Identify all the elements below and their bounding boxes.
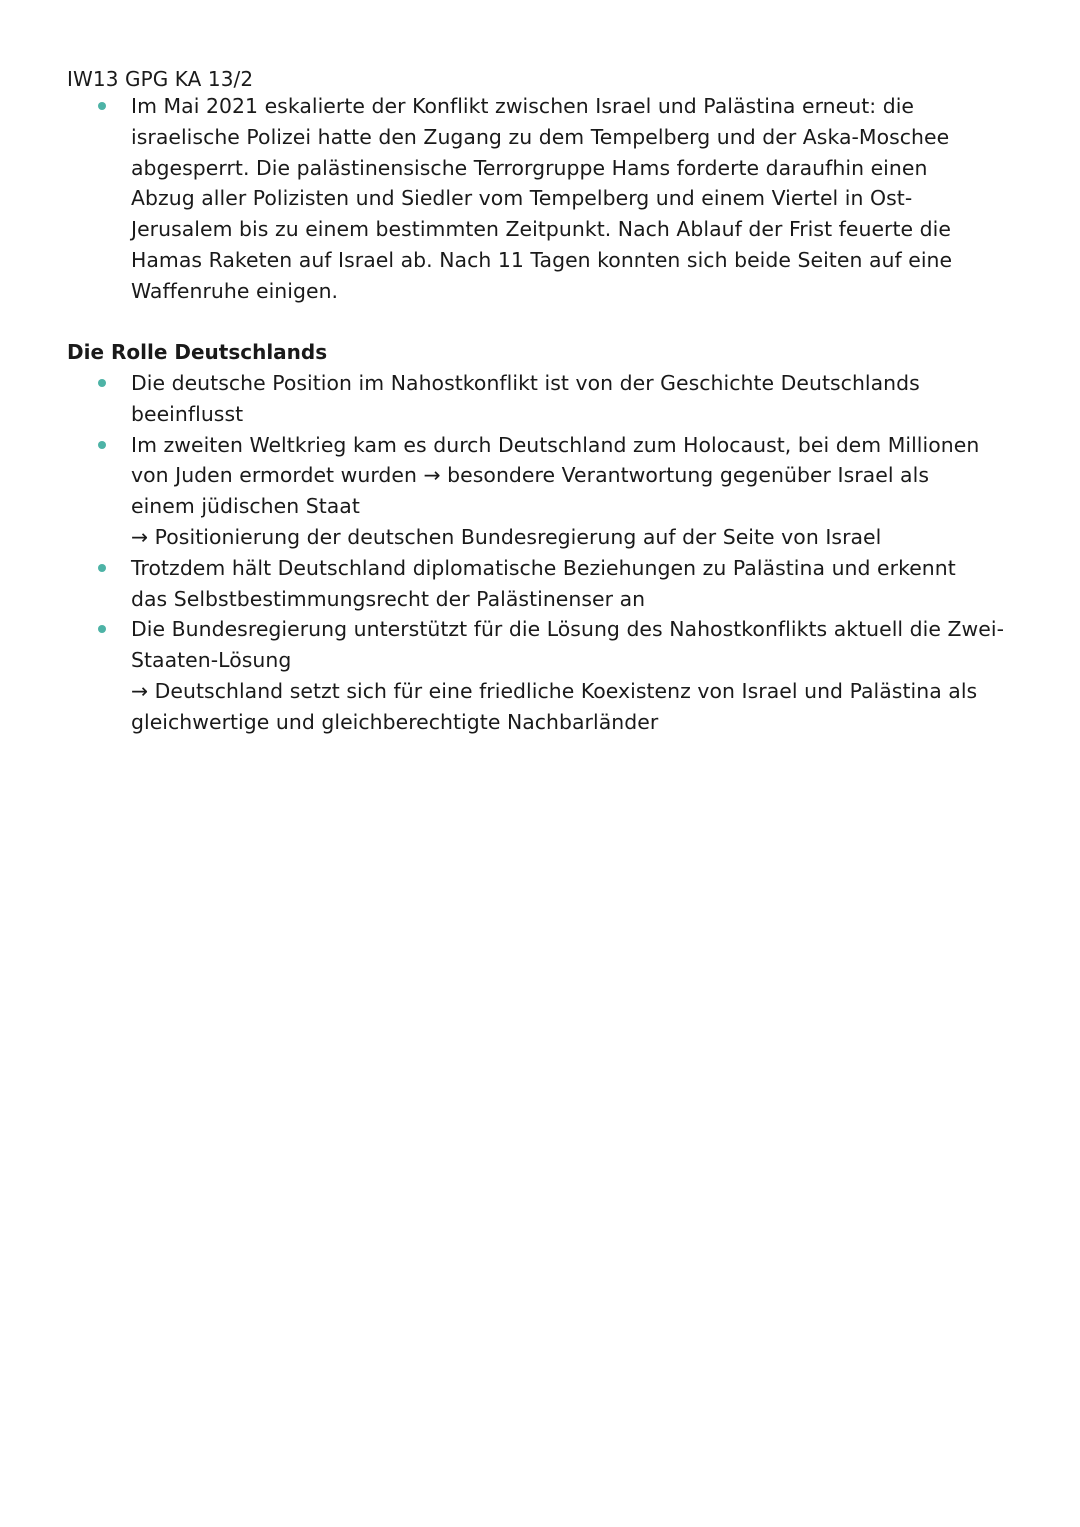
text-line: abgesperrt. Die palästinensische Terrorgruppe Hams forderte daraufhin einen bbox=[131, 155, 928, 180]
text-line: Abzug aller Polizisten und Siedler vom Tempelberg und einem Viertel in Ost- bbox=[131, 186, 913, 211]
text-line: Im Mai 2021 eskalierte der Konflikt zwischen Israel und Palästina erneut: die bbox=[131, 94, 915, 118]
text-line: → Deutschland setzt sich für eine friedliche Koexistenz von Israel und Palästina als bbox=[131, 678, 978, 703]
text-line: das Selbstbestimmungsrecht der Palästinenser an bbox=[131, 586, 646, 611]
text-line: Trotzdem hält Deutschland diplomatische Beziehungen zu Palästina und erkennt bbox=[131, 555, 956, 580]
section-heading: Die Rolle Deutschlands bbox=[67, 340, 328, 364]
text-line: gleichwertige und gleichberechtigte Nachbarländer bbox=[131, 709, 659, 734]
bullet-icon bbox=[98, 379, 106, 387]
list-item bbox=[67, 553, 1017, 615]
bullet-icon bbox=[98, 102, 106, 110]
document-header: IW13 GPG KA 13/2 bbox=[67, 67, 254, 91]
text-line: → Positionierung der deutschen Bundesregierung auf der Seite von Israel bbox=[131, 524, 882, 549]
text-line: Waffenruhe einigen. bbox=[131, 278, 339, 303]
list-item bbox=[67, 430, 1017, 553]
bullet-icon bbox=[98, 564, 106, 572]
text-line: Die deutsche Position im Nahostkonflikt ist von der Geschichte Deutschlands bbox=[131, 371, 920, 395]
bullet-icon bbox=[98, 441, 106, 449]
text-line: Die Bundesregierung unterstützt für die Lösung des Nahostkonflikts aktuell die Zwei- bbox=[131, 617, 1004, 642]
text-line: von Juden ermordet wurden → besondere Verantwortung gegenüber Israel als bbox=[131, 463, 929, 488]
text-line: israelische Polizei hatte den Zugang zu dem Tempelberg und der Aska-Moschee bbox=[131, 124, 950, 149]
text-line: einem jüdischen Staat bbox=[131, 494, 360, 519]
section-bullet-list bbox=[67, 368, 1017, 738]
intro-section bbox=[67, 91, 1017, 307]
list-item bbox=[67, 368, 1017, 430]
bullet-icon bbox=[98, 625, 106, 633]
germany-role-section bbox=[67, 337, 1017, 738]
list-item bbox=[67, 614, 1017, 737]
text-line: beeinflusst bbox=[131, 401, 244, 426]
intro-bullet-list bbox=[67, 91, 1017, 307]
text-line: Jerusalem bis zu einem bestimmten Zeitpunkt. Nach Ablauf der Frist feuerte die bbox=[131, 217, 951, 242]
text-line: Im zweiten Weltkrieg kam es durch Deutschland zum Holocaust, bei dem Millionen bbox=[131, 432, 980, 457]
text-line: Hamas Raketen auf Israel ab. Nach 11 Tagen konnten sich beide Seiten auf eine bbox=[131, 247, 953, 272]
text-line: Staaten-Lösung bbox=[131, 648, 292, 673]
list-item bbox=[67, 91, 1017, 307]
